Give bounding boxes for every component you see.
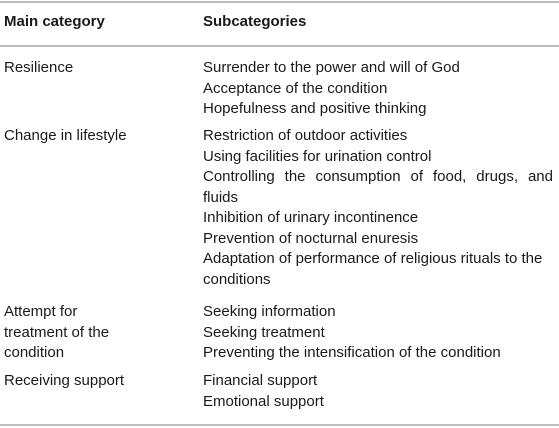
subcategory-item: Surrender to the power and will of God	[203, 59, 460, 76]
table-header-rule	[0, 45, 559, 47]
subcategory-item: Hopefulness and positive thinking	[203, 100, 427, 117]
row-lifestyle-subcategories	[203, 126, 553, 290]
row-support-subcategories	[203, 371, 553, 412]
header-main-category: Main category	[4, 13, 105, 30]
row-lifestyle-category: Change in lifestyle	[4, 127, 127, 144]
table-bottom-rule	[0, 424, 559, 426]
subcategory-item: Adaptation of performance of religious rituals to the conditions	[203, 250, 543, 288]
subcategory-item: Inhibition of urinary incontinence	[203, 209, 419, 226]
row-resilience-category: Resilience	[4, 59, 74, 76]
subcategory-item: Emotional support	[203, 392, 324, 410]
subcategory-item: Prevention of nocturnal enuresis	[203, 229, 419, 247]
row-resilience-subcategories	[203, 58, 553, 120]
row-support-category: Receiving support	[4, 372, 125, 389]
header-subcategories: Subcategories	[203, 13, 307, 30]
row-treatment-category: Attempt for treatment of the condition	[4, 303, 110, 361]
subcategory-item: Seeking treatment	[203, 323, 325, 341]
subcategory-item: Preventing the intensification of the condition	[203, 344, 501, 361]
subcategory-item: Restriction of outdoor activities	[203, 127, 408, 144]
table-top-rule	[0, 1, 559, 3]
subcategory-item: Seeking information	[203, 303, 336, 320]
subcategory-item: Controlling the consumption of food, drugs, and fluids	[203, 168, 553, 206]
subcategory-item: Acceptance of the condition	[203, 79, 388, 97]
subcategory-item: Financial support	[203, 372, 318, 389]
subcategory-item: Using facilities for urination control	[203, 147, 432, 165]
row-treatment-subcategories	[203, 302, 553, 364]
